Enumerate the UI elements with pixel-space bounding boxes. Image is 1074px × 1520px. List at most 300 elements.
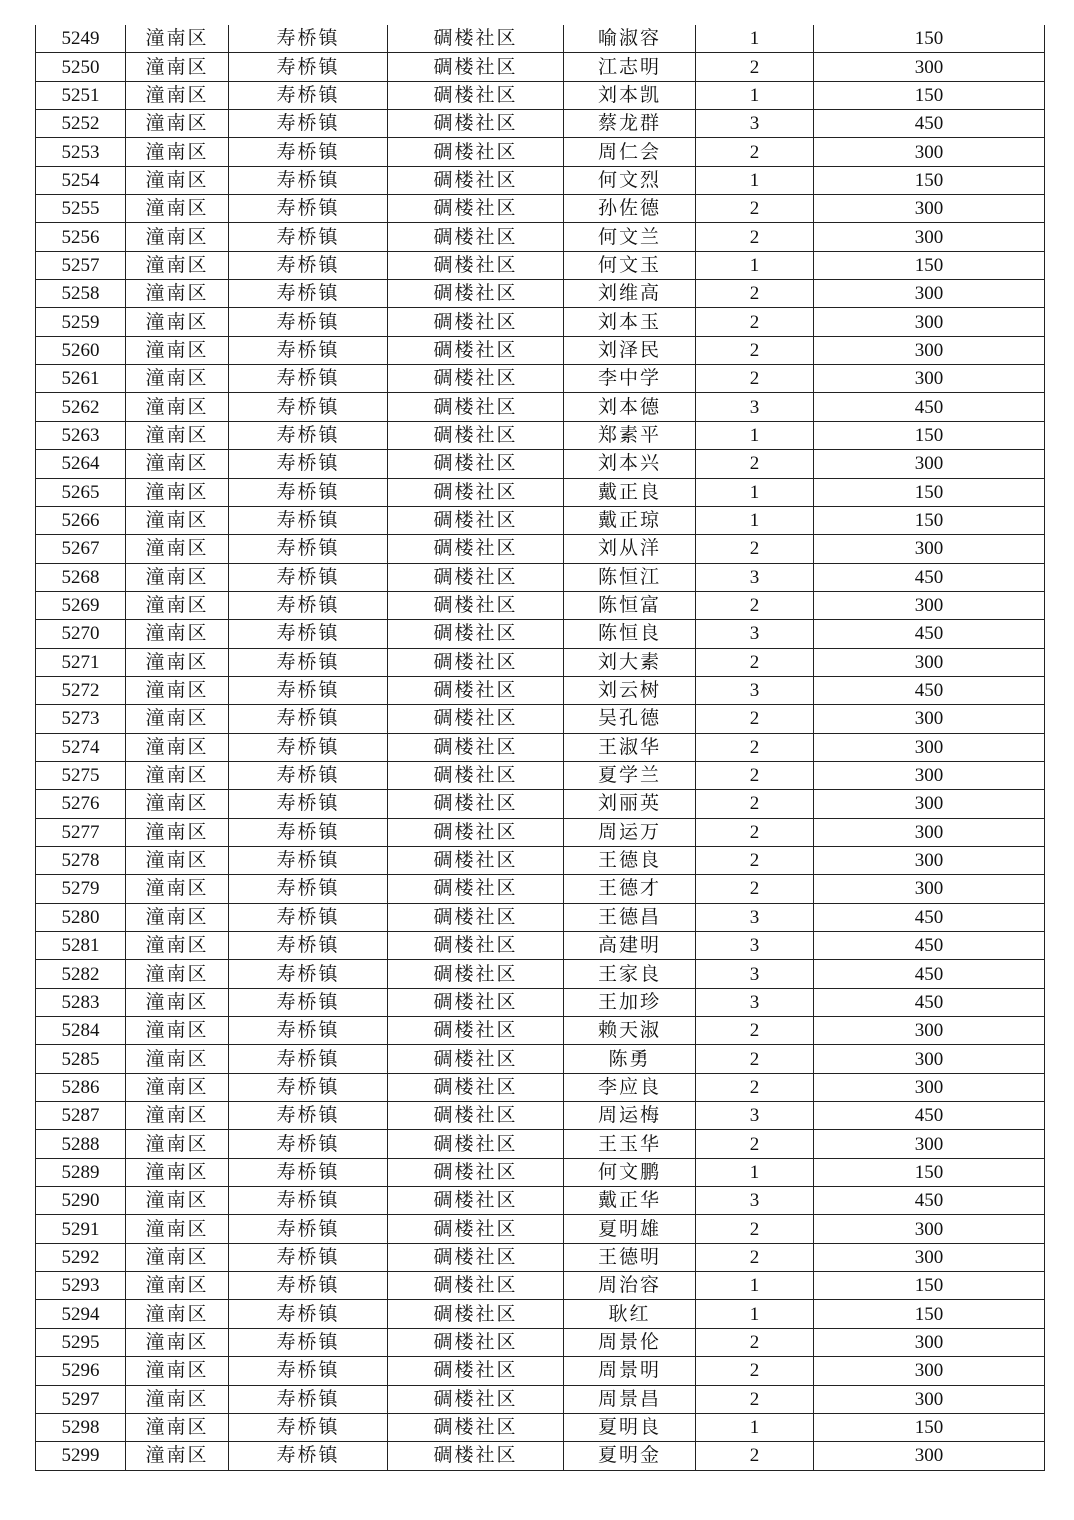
town-cell: 寿桥镇 [229, 1187, 388, 1215]
community-cell: 碉楼社区 [388, 478, 564, 506]
name-cell: 刘本德 [564, 393, 696, 421]
district-cell: 潼南区 [126, 1243, 229, 1271]
table-row [36, 761, 1045, 789]
count-cell: 2 [696, 1045, 814, 1073]
town-cell: 寿桥镇 [229, 1243, 388, 1271]
district-cell: 潼南区 [126, 846, 229, 874]
table-row [36, 223, 1045, 251]
community-cell: 碉楼社区 [388, 1102, 564, 1130]
serial-number-cell: 5281 [36, 932, 126, 960]
district-cell: 潼南区 [126, 676, 229, 704]
serial-number-cell: 5286 [36, 1073, 126, 1101]
amount-cell: 300 [814, 336, 1045, 364]
serial-number-cell: 5257 [36, 251, 126, 279]
count-cell: 3 [696, 1187, 814, 1215]
count-cell: 2 [696, 1073, 814, 1101]
table-row [36, 1357, 1045, 1385]
district-cell: 潼南区 [126, 365, 229, 393]
town-cell: 寿桥镇 [229, 535, 388, 563]
community-cell: 碉楼社区 [388, 733, 564, 761]
name-cell: 戴正良 [564, 478, 696, 506]
count-cell: 2 [696, 705, 814, 733]
name-cell: 何文鹏 [564, 1158, 696, 1186]
table-row [36, 251, 1045, 279]
table-row [36, 648, 1045, 676]
amount-cell: 450 [814, 110, 1045, 138]
community-cell: 碉楼社区 [388, 761, 564, 789]
name-cell: 王德明 [564, 1243, 696, 1271]
count-cell: 2 [696, 1385, 814, 1413]
town-cell: 寿桥镇 [229, 903, 388, 931]
community-cell: 碉楼社区 [388, 1045, 564, 1073]
town-cell: 寿桥镇 [229, 875, 388, 903]
table-row [36, 1215, 1045, 1243]
district-cell: 潼南区 [126, 1385, 229, 1413]
district-cell: 潼南区 [126, 932, 229, 960]
community-cell: 碉楼社区 [388, 591, 564, 619]
table-row [36, 53, 1045, 81]
count-cell: 1 [696, 1413, 814, 1441]
amount-cell: 150 [814, 1413, 1045, 1441]
count-cell: 3 [696, 1102, 814, 1130]
serial-number-cell: 5278 [36, 846, 126, 874]
serial-number-cell: 5298 [36, 1413, 126, 1441]
name-cell: 刘本兴 [564, 450, 696, 478]
name-cell: 周运万 [564, 818, 696, 846]
town-cell: 寿桥镇 [229, 251, 388, 279]
count-cell: 2 [696, 336, 814, 364]
amount-cell: 300 [814, 761, 1045, 789]
amount-cell: 150 [814, 421, 1045, 449]
town-cell: 寿桥镇 [229, 620, 388, 648]
name-cell: 喻淑容 [564, 25, 696, 53]
table-row [36, 1102, 1045, 1130]
serial-number-cell: 5268 [36, 563, 126, 591]
table-row [36, 1158, 1045, 1186]
table-row [36, 166, 1045, 194]
community-cell: 碉楼社区 [388, 1073, 564, 1101]
town-cell: 寿桥镇 [229, 563, 388, 591]
district-cell: 潼南区 [126, 1073, 229, 1101]
town-cell: 寿桥镇 [229, 705, 388, 733]
name-cell: 李应良 [564, 1073, 696, 1101]
district-cell: 潼南区 [126, 1130, 229, 1158]
community-cell: 碉楼社区 [388, 1017, 564, 1045]
community-cell: 碉楼社区 [388, 195, 564, 223]
district-cell: 潼南区 [126, 393, 229, 421]
town-cell: 寿桥镇 [229, 110, 388, 138]
community-cell: 碉楼社区 [388, 53, 564, 81]
name-cell: 周运梅 [564, 1102, 696, 1130]
count-cell: 1 [696, 506, 814, 534]
table-row [36, 110, 1045, 138]
serial-number-cell: 5253 [36, 138, 126, 166]
district-cell: 潼南区 [126, 535, 229, 563]
table-row [36, 1130, 1045, 1158]
district-cell: 潼南区 [126, 1158, 229, 1186]
count-cell: 2 [696, 53, 814, 81]
serial-number-cell: 5288 [36, 1130, 126, 1158]
amount-cell: 150 [814, 478, 1045, 506]
town-cell: 寿桥镇 [229, 960, 388, 988]
serial-number-cell: 5285 [36, 1045, 126, 1073]
amount-cell: 150 [814, 25, 1045, 53]
district-cell: 潼南区 [126, 1442, 229, 1470]
town-cell: 寿桥镇 [229, 1385, 388, 1413]
district-cell: 潼南区 [126, 1215, 229, 1243]
count-cell: 3 [696, 676, 814, 704]
amount-cell: 300 [814, 846, 1045, 874]
amount-cell: 300 [814, 1385, 1045, 1413]
community-cell: 碉楼社区 [388, 308, 564, 336]
community-cell: 碉楼社区 [388, 223, 564, 251]
community-cell: 碉楼社区 [388, 251, 564, 279]
table-row [36, 365, 1045, 393]
name-cell: 陈恒江 [564, 563, 696, 591]
name-cell: 何文兰 [564, 223, 696, 251]
district-cell: 潼南区 [126, 1272, 229, 1300]
amount-cell: 300 [814, 875, 1045, 903]
town-cell: 寿桥镇 [229, 1215, 388, 1243]
amount-cell: 300 [814, 591, 1045, 619]
amount-cell: 300 [814, 1328, 1045, 1356]
serial-number-cell: 5296 [36, 1357, 126, 1385]
table-row [36, 818, 1045, 846]
district-cell: 潼南区 [126, 1187, 229, 1215]
table-row [36, 81, 1045, 109]
serial-number-cell: 5279 [36, 875, 126, 903]
amount-cell: 150 [814, 1300, 1045, 1328]
name-cell: 王德良 [564, 846, 696, 874]
count-cell: 1 [696, 81, 814, 109]
table-row [36, 1272, 1045, 1300]
name-cell: 吴孔德 [564, 705, 696, 733]
table-row [36, 1017, 1045, 1045]
town-cell: 寿桥镇 [229, 450, 388, 478]
count-cell: 2 [696, 195, 814, 223]
name-cell: 刘云树 [564, 676, 696, 704]
town-cell: 寿桥镇 [229, 166, 388, 194]
name-cell: 江志明 [564, 53, 696, 81]
table-row [36, 705, 1045, 733]
community-cell: 碉楼社区 [388, 280, 564, 308]
serial-number-cell: 5284 [36, 1017, 126, 1045]
district-cell: 潼南区 [126, 81, 229, 109]
town-cell: 寿桥镇 [229, 223, 388, 251]
town-cell: 寿桥镇 [229, 846, 388, 874]
amount-cell: 300 [814, 1017, 1045, 1045]
name-cell: 何文玉 [564, 251, 696, 279]
district-cell: 潼南区 [126, 620, 229, 648]
count-cell: 3 [696, 988, 814, 1016]
serial-number-cell: 5292 [36, 1243, 126, 1271]
table-row [36, 1187, 1045, 1215]
amount-cell: 300 [814, 535, 1045, 563]
district-cell: 潼南区 [126, 1328, 229, 1356]
community-cell: 碉楼社区 [388, 421, 564, 449]
count-cell: 1 [696, 1300, 814, 1328]
count-cell: 2 [696, 308, 814, 336]
town-cell: 寿桥镇 [229, 478, 388, 506]
count-cell: 3 [696, 903, 814, 931]
district-cell: 潼南区 [126, 1413, 229, 1441]
name-cell: 周景明 [564, 1357, 696, 1385]
amount-cell: 300 [814, 1357, 1045, 1385]
amount-cell: 150 [814, 506, 1045, 534]
table-row [36, 790, 1045, 818]
town-cell: 寿桥镇 [229, 81, 388, 109]
name-cell: 陈恒良 [564, 620, 696, 648]
town-cell: 寿桥镇 [229, 1130, 388, 1158]
amount-cell: 300 [814, 195, 1045, 223]
serial-number-cell: 5251 [36, 81, 126, 109]
table-row [36, 535, 1045, 563]
community-cell: 碉楼社区 [388, 988, 564, 1016]
amount-cell: 150 [814, 81, 1045, 109]
count-cell: 2 [696, 875, 814, 903]
town-cell: 寿桥镇 [229, 932, 388, 960]
community-cell: 碉楼社区 [388, 535, 564, 563]
district-cell: 潼南区 [126, 450, 229, 478]
amount-cell: 300 [814, 138, 1045, 166]
district-cell: 潼南区 [126, 761, 229, 789]
serial-number-cell: 5270 [36, 620, 126, 648]
name-cell: 孙佐德 [564, 195, 696, 223]
count-cell: 2 [696, 591, 814, 619]
town-cell: 寿桥镇 [229, 761, 388, 789]
district-cell: 潼南区 [126, 903, 229, 931]
community-cell: 碉楼社区 [388, 563, 564, 591]
district-cell: 潼南区 [126, 1045, 229, 1073]
amount-cell: 300 [814, 365, 1045, 393]
district-cell: 潼南区 [126, 591, 229, 619]
count-cell: 2 [696, 1130, 814, 1158]
town-cell: 寿桥镇 [229, 53, 388, 81]
district-cell: 潼南区 [126, 733, 229, 761]
serial-number-cell: 5276 [36, 790, 126, 818]
district-cell: 潼南区 [126, 988, 229, 1016]
table-row [36, 506, 1045, 534]
serial-number-cell: 5283 [36, 988, 126, 1016]
table-row [36, 620, 1045, 648]
district-cell: 潼南区 [126, 1017, 229, 1045]
name-cell: 周治容 [564, 1272, 696, 1300]
community-cell: 碉楼社区 [388, 336, 564, 364]
amount-cell: 300 [814, 308, 1045, 336]
serial-number-cell: 5299 [36, 1442, 126, 1470]
community-cell: 碉楼社区 [388, 1385, 564, 1413]
amount-cell: 300 [814, 223, 1045, 251]
community-cell: 碉楼社区 [388, 903, 564, 931]
table-row [36, 308, 1045, 336]
amount-cell: 300 [814, 1045, 1045, 1073]
count-cell: 2 [696, 1442, 814, 1470]
town-cell: 寿桥镇 [229, 733, 388, 761]
town-cell: 寿桥镇 [229, 138, 388, 166]
serial-number-cell: 5291 [36, 1215, 126, 1243]
name-cell: 周仁会 [564, 138, 696, 166]
community-cell: 碉楼社区 [388, 1357, 564, 1385]
serial-number-cell: 5295 [36, 1328, 126, 1356]
amount-cell: 300 [814, 1442, 1045, 1470]
district-cell: 潼南区 [126, 648, 229, 676]
town-cell: 寿桥镇 [229, 988, 388, 1016]
community-cell: 碉楼社区 [388, 818, 564, 846]
amount-cell: 150 [814, 1158, 1045, 1186]
serial-number-cell: 5271 [36, 648, 126, 676]
table-row [36, 988, 1045, 1016]
amount-cell: 300 [814, 818, 1045, 846]
community-cell: 碉楼社区 [388, 932, 564, 960]
district-cell: 潼南区 [126, 1102, 229, 1130]
amount-cell: 450 [814, 1187, 1045, 1215]
amount-cell: 150 [814, 251, 1045, 279]
community-cell: 碉楼社区 [388, 393, 564, 421]
name-cell: 陈勇 [564, 1045, 696, 1073]
count-cell: 2 [696, 818, 814, 846]
district-cell: 潼南区 [126, 818, 229, 846]
town-cell: 寿桥镇 [229, 1272, 388, 1300]
community-cell: 碉楼社区 [388, 1442, 564, 1470]
serial-number-cell: 5294 [36, 1300, 126, 1328]
district-cell: 潼南区 [126, 705, 229, 733]
district-cell: 潼南区 [126, 223, 229, 251]
serial-number-cell: 5261 [36, 365, 126, 393]
town-cell: 寿桥镇 [229, 1102, 388, 1130]
amount-cell: 300 [814, 705, 1045, 733]
table-row [36, 733, 1045, 761]
district-cell: 潼南区 [126, 506, 229, 534]
district-cell: 潼南区 [126, 875, 229, 903]
community-cell: 碉楼社区 [388, 1158, 564, 1186]
community-cell: 碉楼社区 [388, 138, 564, 166]
serial-number-cell: 5263 [36, 421, 126, 449]
count-cell: 3 [696, 110, 814, 138]
name-cell: 刘泽民 [564, 336, 696, 364]
community-cell: 碉楼社区 [388, 506, 564, 534]
community-cell: 碉楼社区 [388, 365, 564, 393]
district-cell: 潼南区 [126, 1300, 229, 1328]
district-cell: 潼南区 [126, 251, 229, 279]
amount-cell: 450 [814, 620, 1045, 648]
count-cell: 3 [696, 620, 814, 648]
amount-cell: 300 [814, 733, 1045, 761]
amount-cell: 300 [814, 1130, 1045, 1158]
district-cell: 潼南区 [126, 1357, 229, 1385]
serial-number-cell: 5290 [36, 1187, 126, 1215]
serial-number-cell: 5262 [36, 393, 126, 421]
name-cell: 刘本玉 [564, 308, 696, 336]
town-cell: 寿桥镇 [229, 336, 388, 364]
count-cell: 1 [696, 251, 814, 279]
community-cell: 碉楼社区 [388, 1300, 564, 1328]
community-cell: 碉楼社区 [388, 1328, 564, 1356]
district-cell: 潼南区 [126, 336, 229, 364]
count-cell: 2 [696, 138, 814, 166]
table-body [36, 25, 1045, 1470]
serial-number-cell: 5267 [36, 535, 126, 563]
serial-number-cell: 5259 [36, 308, 126, 336]
serial-number-cell: 5252 [36, 110, 126, 138]
name-cell: 刘从洋 [564, 535, 696, 563]
town-cell: 寿桥镇 [229, 421, 388, 449]
community-cell: 碉楼社区 [388, 875, 564, 903]
serial-number-cell: 5265 [36, 478, 126, 506]
serial-number-cell: 5258 [36, 280, 126, 308]
town-cell: 寿桥镇 [229, 25, 388, 53]
community-cell: 碉楼社区 [388, 620, 564, 648]
community-cell: 碉楼社区 [388, 705, 564, 733]
town-cell: 寿桥镇 [229, 1158, 388, 1186]
district-cell: 潼南区 [126, 790, 229, 818]
name-cell: 夏明雄 [564, 1215, 696, 1243]
table-row [36, 960, 1045, 988]
town-cell: 寿桥镇 [229, 308, 388, 336]
community-cell: 碉楼社区 [388, 1215, 564, 1243]
count-cell: 2 [696, 846, 814, 874]
serial-number-cell: 5277 [36, 818, 126, 846]
name-cell: 王淑华 [564, 733, 696, 761]
table-row [36, 1300, 1045, 1328]
table-row [36, 1413, 1045, 1441]
amount-cell: 300 [814, 1243, 1045, 1271]
town-cell: 寿桥镇 [229, 1442, 388, 1470]
table-row [36, 280, 1045, 308]
table-row [36, 393, 1045, 421]
community-cell: 碉楼社区 [388, 676, 564, 704]
count-cell: 2 [696, 450, 814, 478]
serial-number-cell: 5256 [36, 223, 126, 251]
amount-cell: 450 [814, 563, 1045, 591]
name-cell: 刘维高 [564, 280, 696, 308]
serial-number-cell: 5255 [36, 195, 126, 223]
town-cell: 寿桥镇 [229, 676, 388, 704]
amount-cell: 450 [814, 903, 1045, 931]
district-cell: 潼南区 [126, 110, 229, 138]
amount-cell: 300 [814, 280, 1045, 308]
town-cell: 寿桥镇 [229, 195, 388, 223]
name-cell: 陈恒富 [564, 591, 696, 619]
count-cell: 1 [696, 421, 814, 449]
serial-number-cell: 5274 [36, 733, 126, 761]
count-cell: 2 [696, 733, 814, 761]
table-row [36, 478, 1045, 506]
community-cell: 碉楼社区 [388, 1130, 564, 1158]
community-cell: 碉楼社区 [388, 110, 564, 138]
table-row [36, 25, 1045, 53]
amount-cell: 300 [814, 450, 1045, 478]
table-row [36, 336, 1045, 364]
amount-cell: 300 [814, 1215, 1045, 1243]
town-cell: 寿桥镇 [229, 591, 388, 619]
name-cell: 刘大素 [564, 648, 696, 676]
district-cell: 潼南区 [126, 308, 229, 336]
table-row [36, 932, 1045, 960]
community-cell: 碉楼社区 [388, 648, 564, 676]
community-cell: 碉楼社区 [388, 450, 564, 478]
amount-cell: 450 [814, 932, 1045, 960]
name-cell: 郑素平 [564, 421, 696, 449]
community-cell: 碉楼社区 [388, 846, 564, 874]
serial-number-cell: 5254 [36, 166, 126, 194]
name-cell: 戴正华 [564, 1187, 696, 1215]
count-cell: 2 [696, 1357, 814, 1385]
count-cell: 3 [696, 960, 814, 988]
amount-cell: 150 [814, 166, 1045, 194]
table-row [36, 846, 1045, 874]
serial-number-cell: 5266 [36, 506, 126, 534]
name-cell: 王加珍 [564, 988, 696, 1016]
